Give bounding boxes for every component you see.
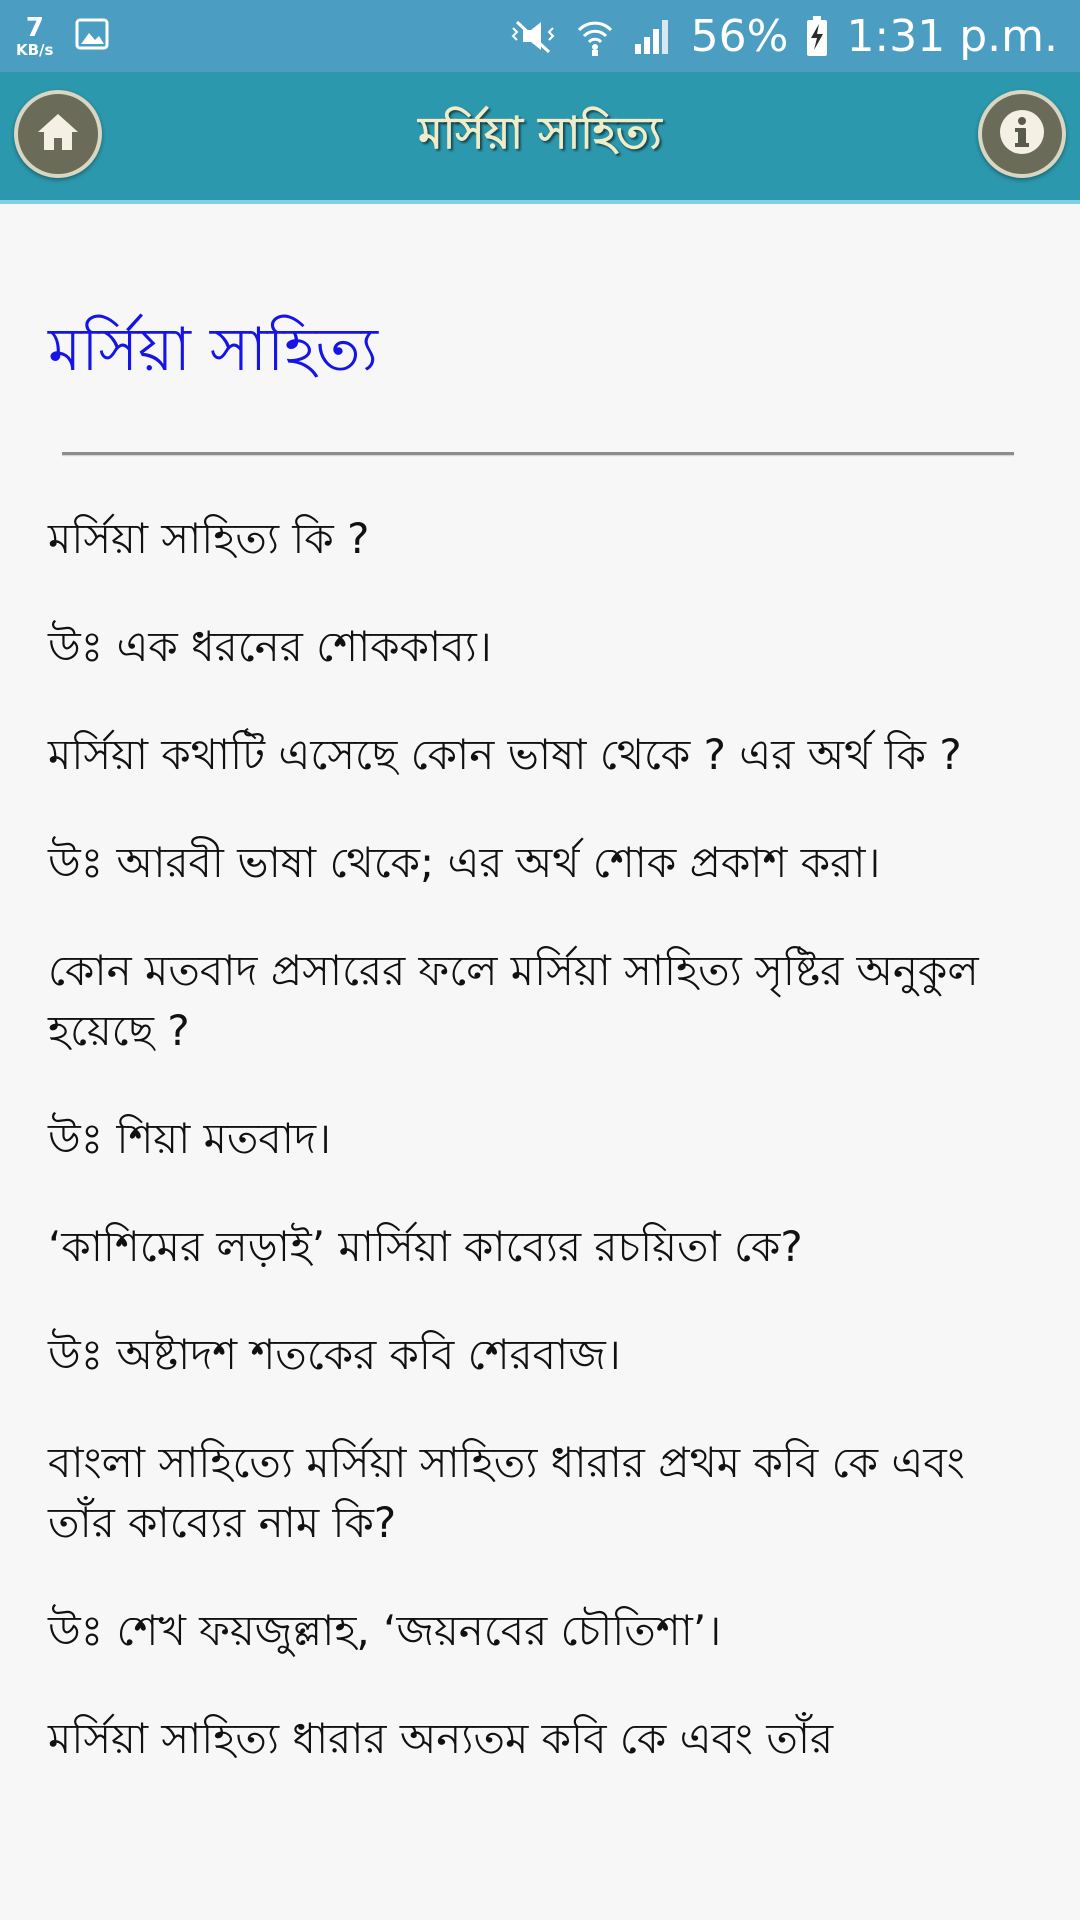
paragraph: উঃ আরবী ভাষা থেকে; এর অর্থ শোক প্রকাশ করা। [48,838,881,887]
mute-icon [509,16,557,56]
network-speed-value: 7 [25,12,44,43]
paragraph: মর্সিয়া কথাটি এসেছে কোন ভাষা থেকে ? এর অর্থ কি ? [48,730,962,779]
battery-charging-icon [806,16,828,56]
network-speed-indicator [16,12,54,59]
paragraph: মর্সিয়া সাহিত্য ধারার অন্যতম কবি কে এবং তাঁর [48,1714,834,1763]
status-bar [0,0,1080,72]
paragraph: ‘কাশিমের লড়াই’ মার্সিয়া কাব্যের রচয়িতা কে? [48,1222,803,1271]
paragraph: মর্সিয়া সাহিত্য কি ? [48,514,370,563]
paragraph: কোন মতবাদ প্রসারের ফলে মর্সিয়া সাহিত্য সৃষ্টির অনুকুল হয়েছে ? [48,946,979,1055]
article-heading: মর্সিয়া সাহিত্য [48,315,379,385]
app-bar-title: মর্সিয়া সাহিত্য [418,107,662,159]
heading-divider [62,452,1014,455]
gallery-notification-icon [75,18,109,54]
battery-percent: 56% [690,10,789,62]
paragraph: উঃ এক ধরনের শোককাব্য। [48,622,492,671]
wifi-icon [575,16,615,56]
signal-icon [633,18,673,54]
paragraph: উঃ শেখ ফয়জুল্লাহ, ‘জয়নবের চৌতিশা’। [48,1606,722,1655]
clock: 1:31 p.m. [846,10,1058,62]
article [48,200,1038,1769]
status-bar-right [509,0,1058,72]
paragraph: বাংলা সাহিত্যে মর্সিয়া সাহিত্য ধারার প্রথম কবি কে এবং তাঁর কাব্যের নাম কি? [48,1438,965,1547]
info-button[interactable] [978,90,1066,178]
app-bar [0,72,1080,204]
paragraph: উঃ অষ্টাদশ শতকের কবি শেরবাজ। [48,1330,621,1379]
info-icon [998,108,1046,160]
status-bar-left [16,8,109,64]
network-speed-unit: KB/s [16,40,54,59]
paragraph: উঃ শিয়া মতবাদ। [48,1114,332,1163]
